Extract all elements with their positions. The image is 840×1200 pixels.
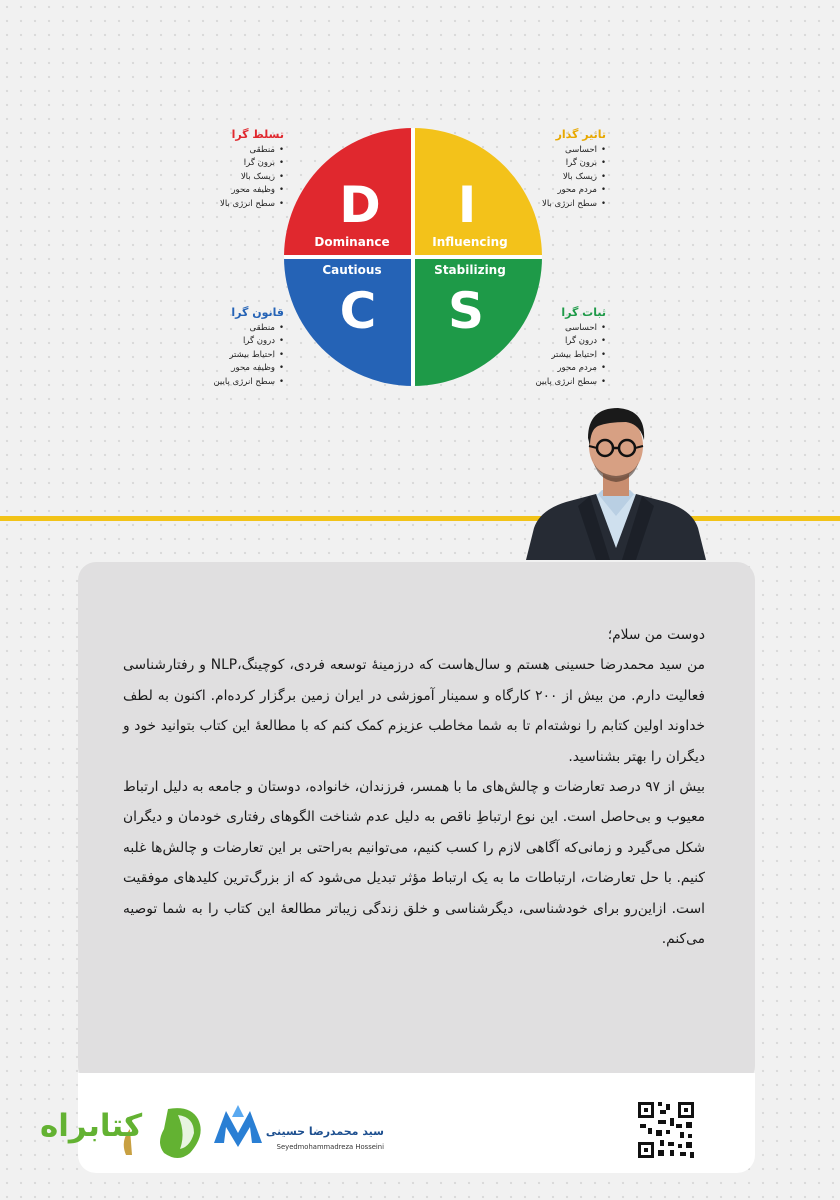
trait-item: • منطقی [213,322,284,335]
letter-paragraph-2: بیش از ۹۷ درصد تعارضات و چالش‌های ما با همسر، فرزندان، خانواده، دوستان و جامعه به دلیل ارتباط معیوب و بی‌حاصل است. این نوع ارتباطِ ناقص به دلیل عدم شناخت الگوهای رفتاری خودمان و دیگران شکل می‌گیرد و زمانی‌که آگاهی لازم را کسب کنیم، می‌توانیم به‌راحتی بر این تعارضات و چالش‌ها غلبه کنیم. با حل تعارضات، ارتباطات ما به یک ارتباط مؤثر تبدیل می‌شود که از بزرگ‌ترین کلیدهای موفقیت است. ازاین‌رو برای خودشناسی، دیگرشناسی و خلق زندگی زیباتر مطالعهٔ این کتاب را به شما توصیه می‌کنم. [123,779,705,948]
ketabrah-wordmark: کتابراه [40,1108,143,1144]
trait-item: • درون گرا [535,335,606,348]
author-name: سید محمدرضا حسینی [265,1125,384,1138]
trait-item: • برون گرا [220,157,284,170]
trait-item: • برون گرا [542,157,606,170]
trait-item: • سطح انرژی پایین [213,376,284,389]
letter-c: C [339,282,377,340]
trait-item: • احتیاط بیشتر [535,349,606,362]
trait-item: • احساسی [535,322,606,335]
dominance-title: تسلط گرا [231,128,284,141]
trait-item: • سطح انرژی بالا [542,198,606,211]
qr-code[interactable] [636,1100,696,1160]
trait-item: • مردم محور [535,362,606,375]
letter-i: I [457,176,477,234]
trait-item: • منطقی [220,144,284,157]
trait-item: • وظیفه محور [213,362,284,375]
trait-item: • سطح انرژی بالا [220,198,284,211]
trait-item: • سطح انرژی پایین [535,376,606,389]
letter-d: D [339,176,381,234]
cautious-traits [213,306,284,389]
dominance-traits [220,128,284,211]
trait-item: • احتیاط بیشتر [213,349,284,362]
influencing-traits [542,128,606,211]
letter-paragraph-1: من سید محمدرضا حسینی هستم و سال‌هاست که درزمینهٔ توسعه فردی، کوچینگ،NLP و رفتارشناسی فعالیت دارم. من بیش از ۲۰۰ کارگاه و سمینار آموزشی در ایران زمین برگزار کرده‌ام. اکنون به لطف خداوند اولین کتابم را نوشته‌ام تا به شما مخاطب عزیزم کمک کنم که با مطالعهٔ این کتاب بتوانید خود و دیگران را بهتر بشناسید. [123,657,705,765]
stabilizing-traits [535,306,606,389]
trait-item: • ریسک بالا [220,171,284,184]
trait-item: • وظیفه محور [220,184,284,197]
letter-greeting: دوست من سلام؛ [607,627,705,643]
accent-divider [0,516,840,521]
letter-s: S [447,282,485,340]
trait-item: • ریسک بالا [542,171,606,184]
cautious-title: قانون گرا [231,306,284,319]
author-letter [123,620,705,954]
trait-item: • مردم محور [542,184,606,197]
word-cautious: Cautious [322,263,382,277]
author-latin-name: Seyedmohammadreza Hosseini [276,1143,384,1151]
disc-model-diagram [284,128,542,386]
word-dominance: Dominance [314,235,390,249]
trait-item: • درون گرا [213,335,284,348]
word-influencing: Influencing [432,235,508,249]
influencing-title: تاثیر گذار [555,128,606,141]
author-portrait [526,398,706,560]
trait-item: • احساسی [542,144,606,157]
word-stabilizing: Stabilizing [434,263,506,277]
stabilizing-title: ثبات گرا [561,306,606,319]
